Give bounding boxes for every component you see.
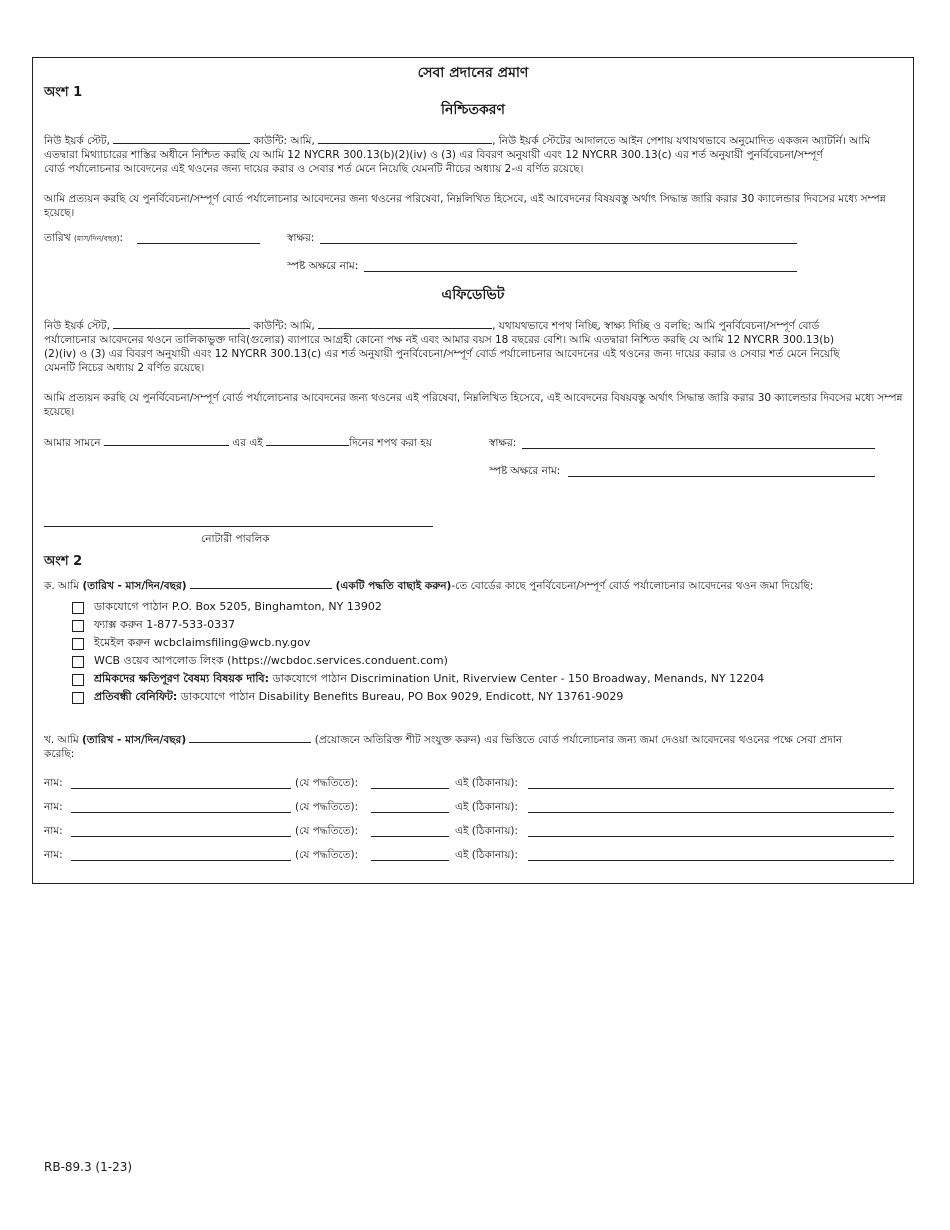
service-row-method-field[interactable] xyxy=(371,812,449,813)
service-row-name-label: নাম: xyxy=(44,777,63,789)
cert-state-field[interactable] xyxy=(113,143,250,144)
aff-line4: যেমনটি নিচের অধ্যায় 2 বর্ণিত রয়েছে। xyxy=(44,362,205,374)
option-discrimination-checkbox[interactable] xyxy=(72,674,84,686)
cert-printed-name-field[interactable] xyxy=(364,271,797,272)
service-row-address-label: এই (ঠিকানায়): xyxy=(455,825,519,837)
service-row-address-field[interactable] xyxy=(528,812,894,813)
form-frame xyxy=(32,57,914,884)
aff-sworn-line: আমার সামনে এর এই দিনের শপথ করা হয় xyxy=(44,437,432,449)
part2-a-line: ক. আমি (তারিখ - মাস/দিন/বছর) (একটি পদ্ধতি বাছাই করুন)-তে বোর্ডের কাছে পুনর্বিবেচনা/সম্পূর্ণ বোর্ড পর্যালোচনার আবেদনের থওন জমা দিয়েছি: xyxy=(44,580,814,592)
aff-sworn-month-field[interactable] xyxy=(266,445,349,446)
service-row-address-label: এই (ঠিকানায়): xyxy=(455,849,519,861)
part2-a-date-field[interactable] xyxy=(190,588,332,589)
cert-line1: নিউ ইয়র্ক স্টেট, কাউন্টি: আমি, , নিউ ইয়র্ক স্টেটের আদালতে আইন পেশায় যথাযথভাবে অনুমোদিত একজন অ্যাটর্নি। আমি xyxy=(44,135,871,147)
option-disability-checkbox[interactable] xyxy=(72,692,84,704)
part2-heading: অংশ 2 xyxy=(44,554,83,569)
aff-line2: পর্যালোচনার আবেদনের থওনে তালিকাভুক্ত দাবি(গুলোর) ব্যাপারে আগ্রহী কোনো পক্ষ নই এবং আমার বয়স 18 বছরের বেশি। আমি এতদ্বারা নিশ্চিত করছি যে আমি 12 NYCRR 300.13(b) xyxy=(44,334,835,346)
option-mail-label: ডাকযোগে পাঠান P.O. Box 5205, Binghamton, NY 13902 xyxy=(94,600,382,613)
cert-signature-label: স্বাক্ষর: xyxy=(287,232,315,244)
aff-signature-label: স্বাক্ষর: xyxy=(489,437,517,449)
cert-line2: এতদ্বারা মিথ্যাচারের শাস্তির অধীনে নিশ্চিত করছি যে আমি 12 NYCRR 300.13(b)(2)(iv) ও (3) এর বিবরণ অনুযায়ী এবং 12 NYCRR 300.13(c) এর শর্ত অনুযায়ী পুনর্বিবেচনা/সম্পূর্ণ xyxy=(44,149,823,161)
aff-line1: নিউ ইয়র্ক স্টেট, কাউন্টি: আমি, , যথাযথভাবে শপথ নিচ্ছি, স্বাক্ষ্য দিচ্ছি ও বলছি: আমি পুনর্বিবেচনা/সম্পূর্ণ বোর্ড xyxy=(44,320,820,332)
service-row-method-label: (যে পদ্ধতিতে): xyxy=(295,849,359,861)
certification-title: নিশ্চিতকরণ xyxy=(441,102,505,118)
aff-name-field[interactable] xyxy=(318,328,492,329)
service-row-method-label: (যে পদ্ধতিতে): xyxy=(295,777,359,789)
form-code: RB-89.3 (1-23) xyxy=(44,1160,133,1174)
aff-printed-name-field[interactable] xyxy=(568,476,875,477)
option-fax-label: ফ্যাক্স করুন 1-877-533-0337 xyxy=(94,618,236,631)
service-row-address-field[interactable] xyxy=(528,788,894,789)
cert-date-label: তারিখ (মাস/দিন/বছর): xyxy=(44,232,124,244)
aff-printed-name-label: স্পষ্ট অক্ষরে নাম: xyxy=(489,465,561,477)
part2-b-line: খ. আমি (তারিখ - মাস/দিন/বছর) (প্রয়োজনে অতিরিক্ত শীট সংযুক্ত করুন) এর ভিত্তিতে বোর্ড পর্যালোচনার জন্য জমা দেওয়া আবেদনের থওনের পক্ষে সেবা প্রদান xyxy=(44,734,843,746)
service-row-name-field[interactable] xyxy=(71,788,291,789)
aff-state-field[interactable] xyxy=(113,328,250,329)
notary-label: নোটারী পাবলিক xyxy=(201,533,270,545)
cert-printed-name-label: স্পষ্ট অক্ষরে নাম: xyxy=(287,260,359,272)
service-row-address-field[interactable] xyxy=(528,860,894,861)
service-row-method-field[interactable] xyxy=(371,860,449,861)
service-row-name-field[interactable] xyxy=(71,836,291,837)
part2-b-date-field[interactable] xyxy=(189,742,311,743)
service-row-method-label: (যে পদ্ধতিতে): xyxy=(295,801,359,813)
service-row-name-field[interactable] xyxy=(71,860,291,861)
service-row-address-label: এই (ঠিকানায়): xyxy=(455,777,519,789)
service-row-name-label: নাম: xyxy=(44,849,63,861)
option-email-checkbox[interactable] xyxy=(72,638,84,650)
option-web-upload-label: WCB ওয়েব আপলোড লিংক (https://wcbdoc.services.conduent.com) xyxy=(94,654,448,667)
service-row-name-field[interactable] xyxy=(71,812,291,813)
form-title: সেবা প্রদানের প্রমাণ xyxy=(417,65,529,81)
option-email-label: ইমেইল করুন wcbclaimsfiling@wcb.ny.gov xyxy=(94,636,311,649)
part2-b-line2: করেছি: xyxy=(44,748,75,760)
option-discrimination-label: শ্রমিকদের ক্ষতিপূরণ বৈষম্য বিষয়ক দাবি: ডাকযোগে পাঠান Discrimination Unit, Riverview Center - 150 Broadway, Menands, NY 12204 xyxy=(94,672,765,685)
service-row-address-field[interactable] xyxy=(528,836,894,837)
part1-heading: অংশ 1 xyxy=(44,85,83,100)
option-fax-checkbox[interactable] xyxy=(72,620,84,632)
cert-line3: বোর্ড পর্যালোচনার আবেদনের এই থওনের জন্য দায়ের করার ও সেবার শর্ত মেনে নিয়েছি যেমনটি নীচের অধ্যায় 2-এ বর্ণিত রয়েছে। xyxy=(44,163,584,175)
cert-name-field[interactable] xyxy=(318,143,492,144)
aff-statement: আমি প্রত্যয়ন করছি যে পুনর্বিবেচনা/সম্পূর্ণ বোর্ড পর্যালোচনার আবেদনের জন্য থওনের এই পরিষেবা, নিম্নলিখিত হিসেবে, এই আবেদনের বিষয়বস্তু অর্থাৎ সিদ্ধান্ত জারি করার 30 ক্যালেন্ডার দিবসের মধ্যে সম্পন্ন হয়েছে। xyxy=(44,392,903,418)
service-row-method-field[interactable] xyxy=(371,836,449,837)
service-row-address-label: এই (ঠিকানায়): xyxy=(455,801,519,813)
option-web-upload-checkbox[interactable] xyxy=(72,656,84,668)
cert-statement: আমি প্রত্যয়ন করছি যে পুনর্বিবেচনা/সম্পূর্ণ বোর্ড পর্যালোচনার আবেদনের জন্য থওনের পরিষেবা, নিম্নলিখিত হিসেবে, এই আবেদনের বিষয়বস্তু অর্থাৎ সিদ্ধান্ত জারি করার 30 ক্যালেন্ডার দিবসের মধ্যে সম্পন্ন হয়েছে। xyxy=(44,193,886,219)
affidavit-title: এফিডেভিট xyxy=(441,287,505,303)
service-row-name-label: নাম: xyxy=(44,801,63,813)
cert-signature-field[interactable] xyxy=(320,243,797,244)
service-row-name-label: নাম: xyxy=(44,825,63,837)
aff-line3: (2)(iv) ও (3) এর বিবরণ অনুযায়ী এবং 12 NYCRR 300.13(c) এর শর্ত অনুযায়ী পুনর্বিবেচনা/সম্পূর্ণ বোর্ড পর্যালোচনার আবেদনের এই থওনের জন্য দায়ের করার ও সেবার শর্ত মেনে নিয়েছি xyxy=(44,348,840,360)
cert-date-field[interactable] xyxy=(137,243,260,244)
aff-signature-field[interactable] xyxy=(522,448,875,449)
service-row-method-field[interactable] xyxy=(371,788,449,789)
aff-sworn-day-field[interactable] xyxy=(104,445,229,446)
notary-signature-field[interactable] xyxy=(44,526,433,527)
service-row-method-label: (যে পদ্ধতিতে): xyxy=(295,825,359,837)
option-mail-checkbox[interactable] xyxy=(72,602,84,614)
option-disability-label: প্রতিবন্ধী বেনিফিট: ডাকযোগে পাঠান Disability Benefits Bureau, PO Box 9029, Endicott, NY 13761-9029 xyxy=(94,690,624,703)
